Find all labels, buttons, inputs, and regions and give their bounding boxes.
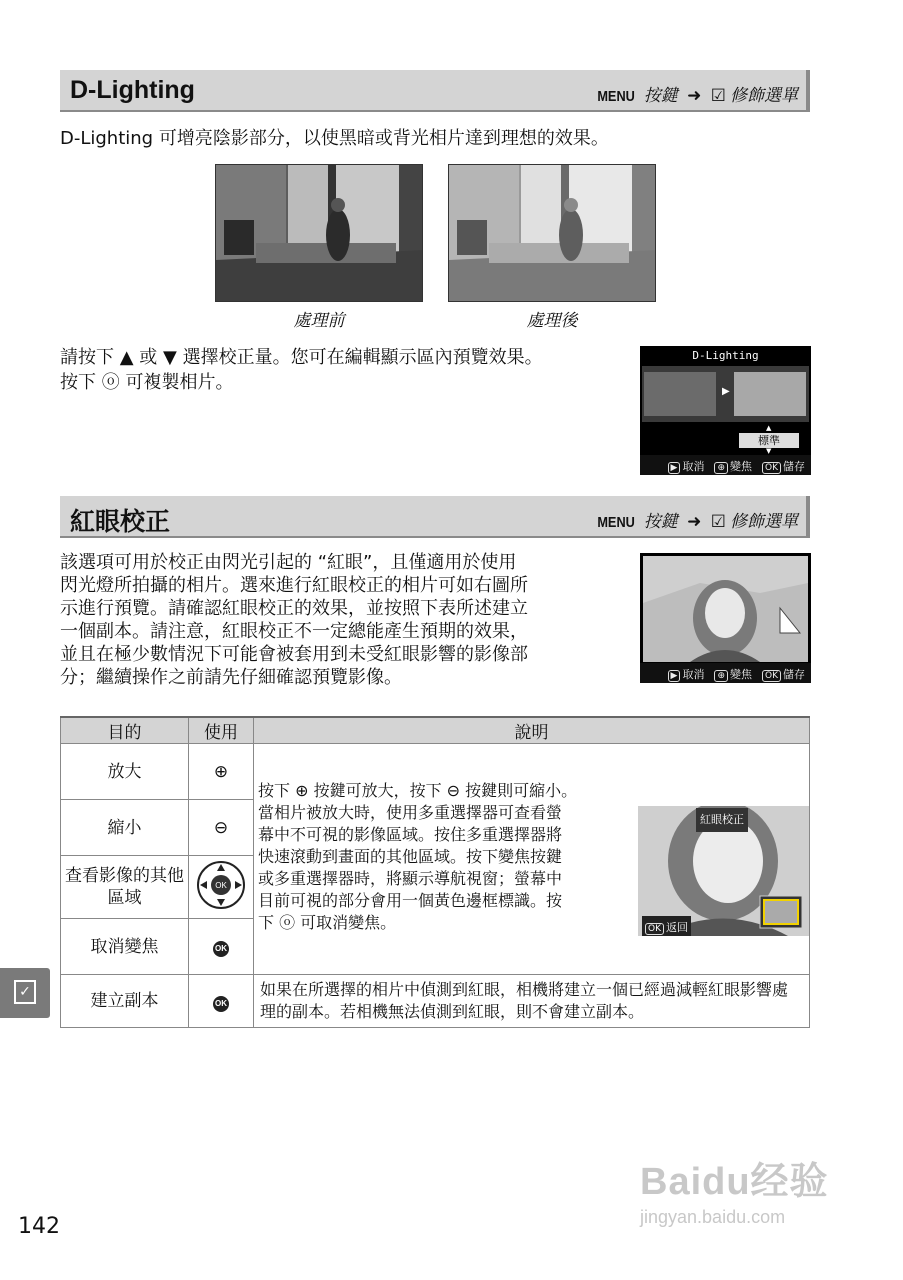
intro-text: D-Lighting 可增亮陰影部分，以使黑暗或背光相片達到理想的效果。 bbox=[60, 128, 609, 149]
section-title: D-Lighting bbox=[70, 76, 195, 104]
down-arrow-icon: ▼ bbox=[766, 447, 772, 455]
zoom-icon: ⊕ bbox=[714, 462, 728, 474]
retouch-menu-icon: ✓ bbox=[14, 980, 36, 1004]
svg-text:OK: OK bbox=[215, 880, 227, 890]
ok-button-icon: OK bbox=[213, 996, 229, 1012]
preview-panel bbox=[642, 366, 809, 422]
retouch-chapter-tab bbox=[0, 968, 50, 1018]
section-header-red-eye bbox=[60, 496, 810, 538]
section-title: 紅眼校正 bbox=[70, 508, 171, 536]
retouch-menu-icon: ☑ bbox=[710, 512, 726, 532]
col-header-use: 使用 bbox=[189, 717, 254, 744]
page-number: 142 bbox=[18, 1214, 60, 1239]
menu-breadcrumb: MENU 按鍵 ➜ ☑ 修飾選單 bbox=[597, 512, 798, 532]
ok-icon: OK bbox=[645, 923, 664, 935]
d-lighting-screen bbox=[640, 346, 811, 475]
table-row: 建立副本 OK 如果在所選擇的相片中偵測到紅眼，相機將建立一個已經過減輕紅眼影響處理的副本。若相機無法偵測到紅眼，則不會建立副本。 bbox=[61, 975, 810, 1028]
ok-icon: OK bbox=[762, 462, 781, 474]
zoom-screen-label: 紅眼校正 bbox=[696, 808, 748, 832]
instruction-line-1: 請按下 ▲ 或 ▼ 選擇校正量。您可在編輯顯示區內預覽效果。 bbox=[60, 347, 543, 368]
zoom-in-icon: ⊕ bbox=[189, 744, 254, 800]
zoom-description-cell bbox=[254, 744, 810, 975]
controls-table bbox=[60, 716, 810, 1028]
table-row: 取消變焦 OK bbox=[61, 919, 810, 975]
section-header-d-lighting bbox=[60, 70, 810, 112]
table-row: 查看影像的其他區域 OK bbox=[61, 856, 810, 919]
retouch-menu-icon: ☑ bbox=[710, 86, 726, 106]
screen-title: D-Lighting bbox=[692, 349, 759, 362]
copy-description: 如果在所選擇的相片中偵測到紅眼，相機將建立一個已經過減輕紅眼影響處理的副本。若相機無法偵測到紅眼，則不會建立副本。 bbox=[254, 975, 810, 1028]
photo-before bbox=[215, 164, 423, 302]
caption-after: 處理後 bbox=[526, 311, 578, 331]
multi-selector-icon bbox=[189, 856, 254, 919]
zoom-view-screen bbox=[638, 806, 809, 936]
table-row: 放大 ⊕ 按下 ⊕ 按鍵可放大，按下 ⊖ 按鍵則可縮小。 當相片被放大時，使用多重選擇器可查看螢 幕中不可視的影像區域。按住多重選擇器將 快速滾動到畫面的其他區域。按下變焦按鍵 或多重選擇器時，將顯示導航視窗；螢幕中 目前可視的部分會用一個黃色邊框標識。按 下 ⓞ 可取消變焦。 紅眼校正 OK 返回 bbox=[61, 744, 810, 800]
photo-after bbox=[448, 164, 656, 302]
arrow-right-icon: ▶ bbox=[722, 386, 730, 397]
ok-button-icon: OK bbox=[213, 941, 229, 957]
watermark-url: jingyan.baidu.com bbox=[640, 1207, 786, 1227]
col-header-purpose: 目的 bbox=[61, 717, 189, 744]
table-row: 縮小 ⊖ bbox=[61, 800, 810, 856]
col-header-description: 說明 bbox=[254, 717, 810, 744]
screen-status-bar: ▶ 取消 ⊕ 變焦 OK 儲存 bbox=[640, 663, 811, 683]
zoom-description: 按下 ⊕ 按鍵可放大，按下 ⊖ 按鍵則可縮小。 當相片被放大時，使用多重選擇器可查看螢 幕中不可視的影像區域。按住多重選擇器將 快速滾動到畫面的其他區域。按下變焦按鍵 或多重選擇器時，將顯示導航視窗；螢幕中 目前可視的部分會用一個黃色邊框標識。按 下 ⓞ 可取消變焦。 bbox=[258, 781, 578, 932]
up-arrow-icon: ▲ bbox=[766, 424, 772, 432]
red-eye-paragraph: 該選項可用於校正由閃光引起的 “紅眼”，且僅適用於使用 閃光燈所拍攝的相片。選來進行紅眼校正的相片可如右圖所 示進行預覽。請確認紅眼校正的效果，並按照下表所述建立 一個副本。請注意，紅眼校正不一定總能產生預期的效果， 並且在極少數情況下可能會被套用到未受紅眼影響的影像部 分；繼續操作之前請先仔細確認預覽影像。 bbox=[60, 552, 528, 688]
red-eye-preview-screen bbox=[640, 553, 811, 683]
watermark bbox=[640, 1150, 829, 1228]
instruction-line-2: 按下 ⓞ 可複製相片。 bbox=[60, 372, 234, 393]
zoom-out-icon: ⊖ bbox=[189, 800, 254, 856]
back-hint: OK 返回 bbox=[642, 916, 691, 936]
watermark-brand: Baidu经验 bbox=[640, 1161, 829, 1203]
zoom-icon: ⊕ bbox=[714, 670, 728, 682]
menu-breadcrumb: MENU 按鍵 ➜ ☑ 修飾選單 bbox=[597, 86, 798, 106]
playback-icon: ▶ bbox=[668, 670, 681, 682]
level-value: 標準 bbox=[739, 433, 799, 448]
ok-icon: OK bbox=[762, 670, 781, 682]
caption-before: 處理前 bbox=[293, 311, 345, 331]
screen-status-bar: ▶ 取消 ⊕ 變焦 OK 儲存 bbox=[640, 455, 811, 475]
playback-icon: ▶ bbox=[668, 462, 681, 474]
